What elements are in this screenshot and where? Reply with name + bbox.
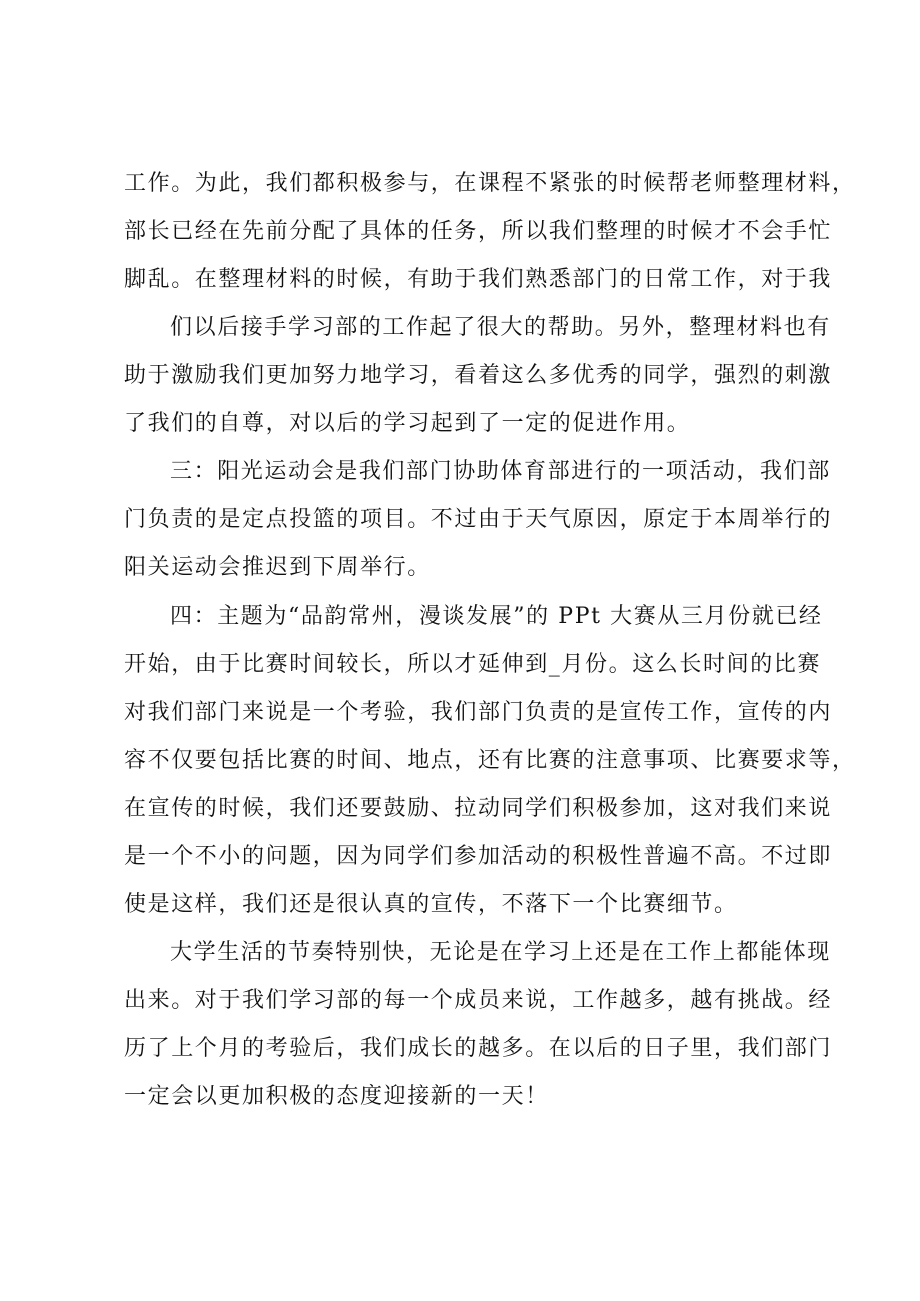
text-line: 了我们的自尊，对以后的学习起到了一定的促进作用。 bbox=[124, 411, 691, 436]
text-line: 开始，由于比赛时间较长，所以才延伸到_月份。这么长时间的比赛 bbox=[124, 652, 822, 677]
text-line: 三：阳光运动会是我们部门协助体育部进行的一项活动，我们部 bbox=[170, 459, 831, 484]
text-line: 助于激励我们更加努力地学习，看着这么多优秀的同学，强烈的刺激 bbox=[124, 363, 833, 388]
text-line: 脚乱。在整理材料的时候，有助于我们熟悉部门的日常工作，对于我 bbox=[124, 267, 833, 292]
text-line: 大学生活的节奏特别快，无论是在学习上还是在工作上都能体现 bbox=[170, 940, 831, 965]
text-line: 对我们部门来说是一个考验，我们部门负责的是宣传工作，宣传的内 bbox=[124, 700, 833, 725]
text-line: 是一个不小的问题，因为同学们参加活动的积极性普遍不高。不过即 bbox=[124, 844, 833, 869]
text-line: 历了上个月的考验后，我们成长的越多。在以后的日子里，我们部门 bbox=[124, 1036, 833, 1061]
text-line: 在宣传的时候，我们还要鼓励、拉动同学们积极参加，这对我们来说 bbox=[124, 796, 833, 821]
text-line: 们以后接手学习部的工作起了很大的帮助。另外，整理材料也有 bbox=[170, 315, 831, 340]
text-line: 一定会以更加积极的态度迎接新的一天！ bbox=[124, 1084, 549, 1109]
text-line: 出来。对于我们学习部的每一个成员来说，工作越多，越有挑战。经 bbox=[124, 988, 833, 1013]
text-line: 部长已经在先前分配了具体的任务，所以我们整理的时候才不会手忙 bbox=[124, 219, 833, 244]
text-line: 阳关运动会推迟到下周举行。 bbox=[124, 555, 431, 580]
text-line: 容不仅要包括比赛的时间、地点，还有比赛的注意事项、比赛要求等， bbox=[124, 748, 856, 773]
text-line: 四：主题为“品韵常州，漫谈发展”的 PPt 大赛从三月份就已经 bbox=[170, 604, 823, 629]
text-line: 门负责的是定点投篮的项目。不过由于天气原因，原定于本周举行的 bbox=[124, 507, 833, 532]
text-line: 使是这样，我们还是很认真的宣传，不落下一个比赛细节。 bbox=[124, 892, 738, 917]
text-line: 工作。为此，我们都积极参与，在课程不紧张的时候帮老师整理材料， bbox=[124, 171, 856, 196]
